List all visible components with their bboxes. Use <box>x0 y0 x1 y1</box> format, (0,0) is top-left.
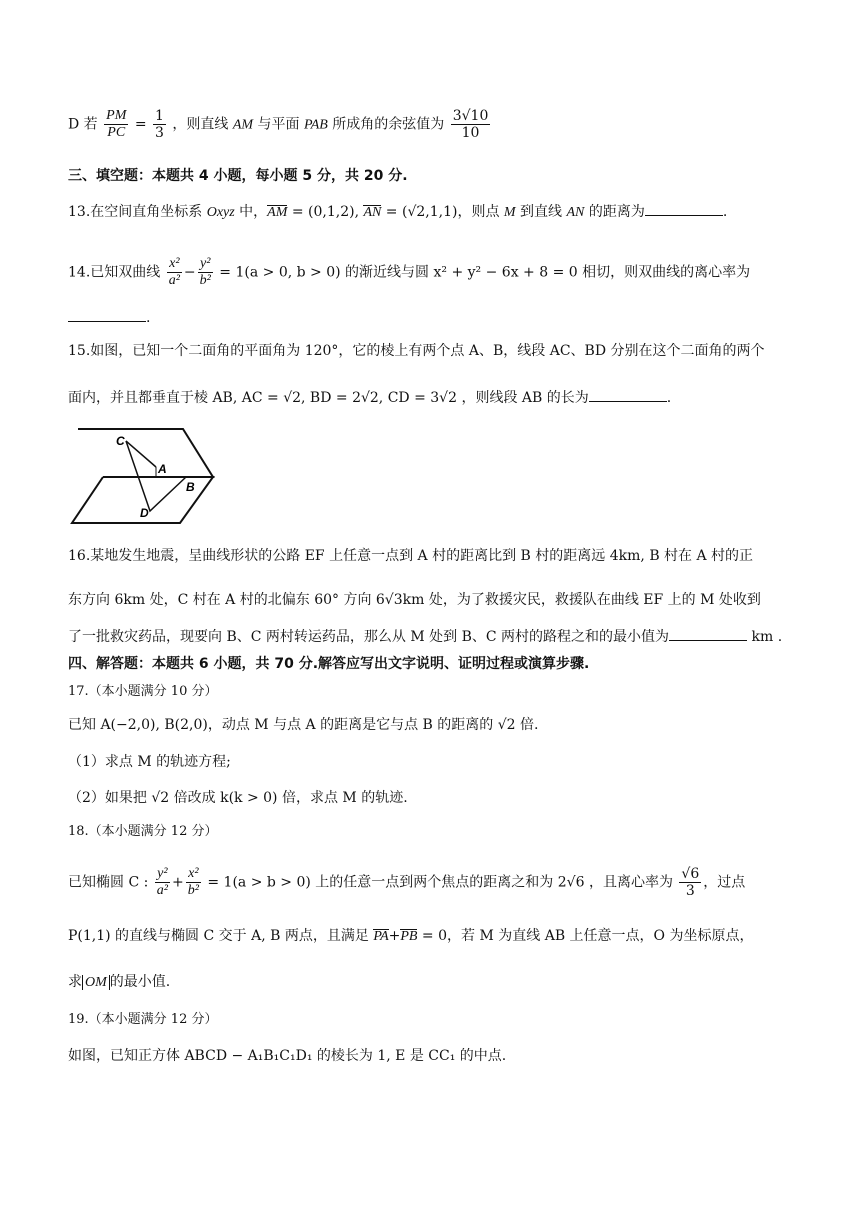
q14-text-2: = 1(a > 0, b > 0) 的渐近线与圆 x² + y² − 6x + 8 = 0 相切，则双曲线的离心率为 <box>214 264 751 281</box>
answer-blank[interactable] <box>669 626 747 641</box>
a-squared: a² <box>156 883 168 898</box>
label-d: D <box>140 506 149 520</box>
third-denominator: 3 <box>155 125 164 141</box>
question-13: 13.在空间直角坐标系 Oxyz 中，AM = (0,1,2), AN = (√2,1,1)，则点 M 到直线 AN 的距离为 . <box>68 201 820 223</box>
q18-text-1: 已知椭圆 C : <box>68 874 153 891</box>
question-19-heading: 19.（本小题满分 12 分） <box>68 1012 218 1027</box>
q18-text-6: 求 <box>68 974 82 990</box>
q15-text: 面内，并且都垂直于棱 AB, AC = √2, BD = 2√2, CD = 3√2 ，则线段 AB 的长为 <box>68 390 589 406</box>
question-17-part-2: （2）如果把 √2 倍改成 k(k > 0) 倍，求点 M 的轨迹. <box>68 790 408 806</box>
question-14: 14.已知双曲线 $\frac{\text{x²}}{\text{a²}}$ − $\frac{\text{y²}}{\text{b²}}$ = 1(a > 0, b > 0) 的渐近线与圆 x² + y² − 6x + 8 = 0 相切，则双曲线的离心率为 <box>68 256 751 288</box>
question-17-heading: 17.（本小题满分 10 分） <box>68 684 218 699</box>
y-squared: y² <box>155 866 170 883</box>
q14-text-1: 14.已知双曲线 <box>68 264 165 281</box>
b-squared: b² <box>187 883 199 898</box>
answer-denominator: 10 <box>461 125 480 141</box>
abs-om: OM <box>82 975 110 990</box>
vector-am: AM <box>267 205 288 220</box>
q13-text-2: 中， <box>234 204 268 220</box>
option-d-text-1: ，则直线 <box>172 116 233 133</box>
section-4-heading: 四、解答题：本题共 6 小题，共 70 分.解答应写出文字说明、证明过程或演算步骤. <box>68 656 590 672</box>
unit-km: km . <box>747 629 783 645</box>
label-b: B <box>186 480 195 494</box>
answer-numerator: 3√10 <box>452 108 489 124</box>
x-squared: x² <box>167 256 182 273</box>
ratio-numerator: PM <box>106 108 127 123</box>
option-d-label: D 若 <box>68 116 98 133</box>
answer-blank[interactable] <box>68 307 146 322</box>
q18-text-7: 的最小值. <box>109 974 171 990</box>
dihedral-angle-figure <box>68 425 238 527</box>
q18-text-4: P(1,1) 的直线与椭圆 C 交于 A, B 两点，且满足 <box>68 928 374 944</box>
question-15-line-2: 面内，并且都垂直于棱 AB, AC = √2, BD = 2√2, CD = 3√2 ，则线段 AB 的长为 . <box>68 387 820 408</box>
option-d-text-3: 所成角的余弦值为 <box>327 116 449 133</box>
q18-text-3: ，过点 <box>703 874 746 891</box>
option-d-line <box>68 108 820 141</box>
question-18-heading: 18.（本小题满分 12 分） <box>68 824 218 839</box>
third-numerator: 1 <box>155 108 164 124</box>
q13-text-1: 13.在空间直角坐标系 <box>68 204 207 220</box>
question-17-statement: 已知 A(−2,0), B(2,0)，动点 M 与点 A 的距离是它与点 B 的距离的 √2 倍. <box>68 717 539 733</box>
q13-text-4: = (√2,1,1)，则点 <box>381 204 504 220</box>
ellipse-x-term <box>186 866 201 899</box>
label-a: A <box>158 462 167 476</box>
coordinate-system: Oxyz <box>206 205 235 220</box>
answer-blank[interactable] <box>589 387 667 402</box>
hyperbola-y-term <box>198 256 213 289</box>
line-am: AM <box>232 117 254 133</box>
section-3-heading: 三、填空题：本题共 4 小题，每小题 5 分，共 20 分. <box>68 168 408 184</box>
plane-pab: PAB <box>303 117 328 133</box>
equals-sign: = <box>134 116 151 133</box>
label-c: C <box>116 434 125 448</box>
eccentricity-numerator: √6 <box>681 866 700 882</box>
b-squared: b² <box>199 273 211 288</box>
q16-text: 了一批救灾药品，现要向 B、C 两村转运药品，那么从 M 处到 B、C 两村的路程之和的最小值为 <box>68 629 670 645</box>
y-squared: y² <box>198 256 213 273</box>
question-18-line-2: P(1,1) 的直线与椭圆 C 交于 A, B 两点，且满足 PA+PB = 0，若 M 为直线 AB 上任意一点，O 为坐标原点， <box>68 928 754 944</box>
vector-pb: PB <box>400 929 418 944</box>
a-squared: a² <box>168 273 180 288</box>
vector-pa: PA <box>373 929 389 944</box>
answer-fraction <box>451 108 491 141</box>
upper-plane <box>78 429 213 477</box>
question-18-line-1: 已知椭圆 C : $\frac{\text{y²}}{\text{a²}}$ + $\frac{\text{x²}}{\text{b²}}$ = 1(a > b > 0) 上的任意一点到两个焦点的距离之和为 2√6 ，且离心率为 $\frac{√6}{3}$ ，过点 <box>68 866 746 899</box>
eccentricity-fraction <box>679 866 701 899</box>
ratio-pm-pc <box>104 108 128 141</box>
line-an: AN <box>566 205 585 220</box>
point-m: M <box>503 205 516 220</box>
x-squared: x² <box>186 866 201 883</box>
option-d-text-2: 与平面 <box>253 116 304 133</box>
question-17-part-1: （1）求点 M 的轨迹方程; <box>68 754 231 770</box>
ratio-one-third <box>153 108 166 141</box>
q13-text-5: 到直线 <box>515 204 567 220</box>
question-14-blank-line: . <box>68 307 820 328</box>
q13-text-3: = (0,1,2), <box>287 204 364 220</box>
q18-text-2: = 1(a > b > 0) 上的任意一点到两个焦点的距离之和为 2√6 ，且离心率为 <box>202 874 678 891</box>
ellipse-y-term <box>155 866 170 899</box>
question-19-statement: 如图，已知正方体 ABCD − A₁B₁C₁D₁ 的棱长为 1, E 是 CC₁ 的中点. <box>68 1048 507 1064</box>
hyperbola-x-term <box>167 256 182 289</box>
question-15-line-1: 15.如图，已知一个二面角的平面角为 120°，它的棱上有两个点 A、B，线段 AC、BD 分别在这个二面角的两个 <box>68 343 765 359</box>
question-16-line-3 <box>68 626 820 647</box>
vector-an: AN <box>363 205 382 220</box>
q18-text-5: = 0，若 M 为直线 AB 上任意一点，O 为坐标原点， <box>417 928 754 944</box>
answer-blank[interactable] <box>645 201 723 216</box>
q13-text-6: 的距离为 <box>584 204 645 220</box>
question-18-line-3 <box>68 972 820 992</box>
ratio-denominator: PC <box>107 125 126 140</box>
eccentricity-denominator: 3 <box>685 883 695 899</box>
question-16-line-1: 16.某地发生地震，呈曲线形状的公路 EF 上任意一点到 A 村的距离比到 B 村的距离远 4km, B 村在 A 村的正 <box>68 548 754 564</box>
question-16-line-2: 东方向 6km 处，C 村在 A 村的北偏东 60° 方向 6√3km 处，为了救援灾民，救援队在曲线 EF 上的 M 处收到 <box>68 592 761 608</box>
